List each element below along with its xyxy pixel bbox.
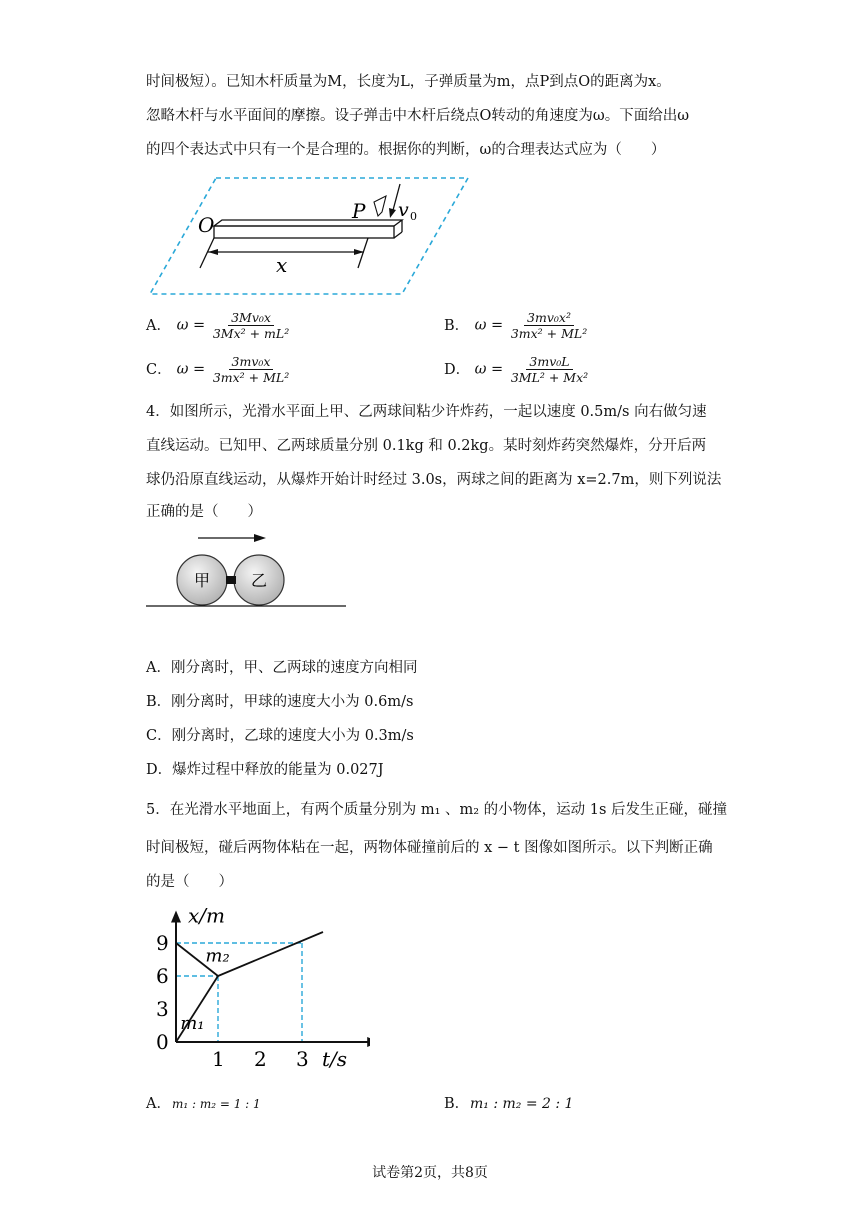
y-axis-arrow <box>171 911 181 923</box>
q4-option-d[interactable]: D．爆炸过程中释放的能量为 0.027J <box>146 762 384 778</box>
y-axis-label: x/m <box>188 903 225 928</box>
q4-line-2: 直线运动。已知甲、乙两球质量分别 0.1kg 和 0.2kg。某时刻炸药突然爆炸，分开后两 <box>146 438 707 454</box>
q5-option-b[interactable]: B．m₁ : m₂ = 2 : 1 <box>444 1096 574 1112</box>
q3-option-b[interactable]: B． ω = $\frac{\text{3mv₀x²}}{\text{3mx² + ML²}}$ <box>444 310 588 341</box>
q3-option-a[interactable]: A． ω = $\frac{\text{3Mv₀x}}{\text{3Mx² + mL²}}$ <box>146 310 290 341</box>
q5-line-2: 时间极短，碰后两物体粘在一起，两物体碰撞前后的 x − t 图像如图所示。以下判断正确 <box>146 840 713 856</box>
explosive-block <box>226 576 236 584</box>
q5-option-a[interactable]: A．m₁ : m₂ = 1 : 1 <box>146 1096 261 1112</box>
rod-top-face <box>214 220 402 226</box>
rod-front-face <box>214 226 394 238</box>
q5-line-1: 5．在光滑水平地面上，有两个质量分别为 m₁ 、m₂ 的小物体，运动 1s 后发生正碰，碰撞 <box>146 802 728 818</box>
label-P: P <box>352 199 366 223</box>
x-axis-arrow <box>367 1037 370 1047</box>
x-tick-label: 2 <box>254 1047 267 1071</box>
y-tick-label: 6 <box>156 964 169 988</box>
series-line-2 <box>218 932 323 976</box>
q4-line-3: 球仍沿原直线运动，从爆炸开始计时经过 3.0s，两球之间的距离为 x=2.7m，则下列说法 <box>146 472 722 488</box>
q4-option-b[interactable]: B．刚分离时，甲球的速度大小为 0.6m/s <box>146 694 414 710</box>
rod-plane-figure <box>146 172 476 300</box>
q4-line-4: 正确的是（ ） <box>146 504 262 520</box>
q3-line-2: 忽略木杆与水平面间的摩擦。设子弹击中木杆后绕点O转动的角速度为ω。下面给出ω <box>146 108 690 124</box>
q3-line-3: 的四个表达式中只有一个是合理的。根据你的判断，ω的合理表达式应为（ ） <box>146 142 666 158</box>
q4-option-c[interactable]: C．刚分离时，乙球的速度大小为 0.3m/s <box>146 728 414 744</box>
xt-graph <box>150 900 370 1072</box>
bullet-icon <box>374 196 386 216</box>
page-footer: 试卷第2页，共8页 <box>372 1165 488 1181</box>
label-v-sub: 0 <box>410 210 417 223</box>
x-tick-label: 1 <box>212 1047 225 1071</box>
label-O: O <box>198 213 215 237</box>
x-tick-label: 3 <box>296 1047 309 1071</box>
q3-option-c[interactable]: C． ω = $\frac{\text{3mv₀x}}{\text{3mx² + ML²}}$ <box>146 354 290 385</box>
ball-yi-label: 乙 <box>251 571 268 590</box>
label-v: v <box>398 199 409 221</box>
label-x: x <box>276 253 288 277</box>
q3-line-1: 时间极短）。已知木杆质量为M，长度为L，子弹质量为m，点P到点O的距离为x。 <box>146 74 671 90</box>
series-label-m1: m₁ <box>180 1012 205 1034</box>
q4-option-a[interactable]: A．刚分离时，甲、乙两球的速度方向相同 <box>146 660 418 676</box>
series-label-m2: m₂ <box>205 945 230 967</box>
q3-option-d[interactable]: D． ω = $\frac{\text{3mv₀L}}{\text{3ML² + Mx²}}$ <box>444 354 589 385</box>
x-axis-label: t/s <box>322 1047 348 1071</box>
q4-line-1: 4．如图所示，光滑水平面上甲、乙两球间粘少许炸药，一起以速度 0.5m/s 向右做匀速 <box>146 404 707 420</box>
y-tick-label: 3 <box>156 997 169 1021</box>
q5-line-3: 的是（ ） <box>146 874 233 890</box>
y-tick-label: 0 <box>156 1030 169 1054</box>
balls-figure <box>146 528 352 612</box>
ball-jia-label: 甲 <box>194 571 211 590</box>
y-tick-label: 9 <box>156 931 169 955</box>
